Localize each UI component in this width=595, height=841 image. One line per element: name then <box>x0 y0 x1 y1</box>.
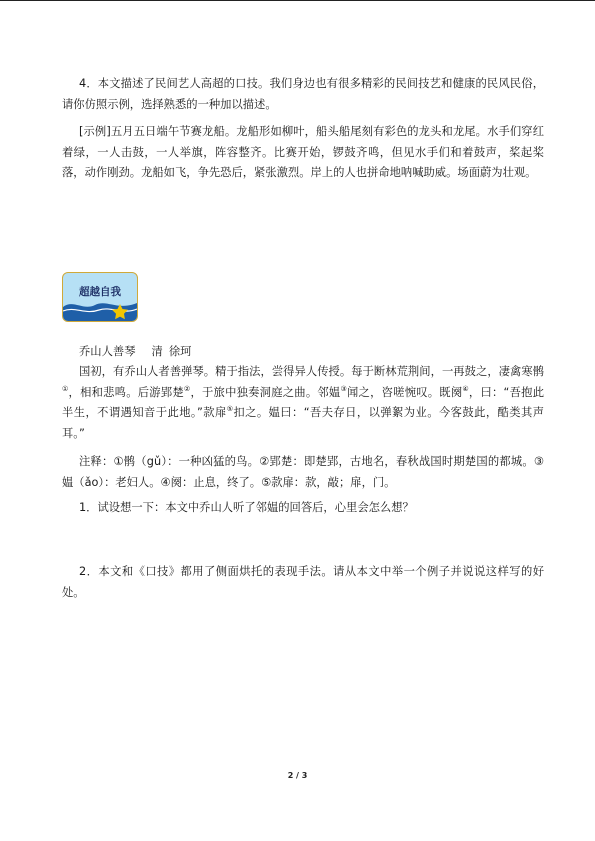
passage-text: ，于旅中独奏洞庭之曲。邻媪 <box>190 385 341 399</box>
question-2 <box>62 562 544 603</box>
footnote-marker: ① <box>62 384 69 393</box>
annotations <box>62 452 544 493</box>
passage-text: ，相和悲鸣。后游郢楚 <box>68 385 184 399</box>
passage-text: 国初，有乔山人者善弹琴。精于指法，尝得异人传授。每于断林荒荆间，一再鼓之，凄禽寒鹘 <box>79 365 544 378</box>
question-1 <box>62 498 544 519</box>
passage-text: 闻之，咨嗟惋叹。既阕 <box>347 385 463 399</box>
reading-passage <box>62 362 544 444</box>
footnote-marker: ③ <box>340 384 347 393</box>
footnote-marker: ④ <box>462 384 469 393</box>
question-4-example <box>62 122 544 184</box>
footnote-marker: ② <box>183 384 191 393</box>
passage-text: 扣之。媪曰：“吾夫存日，以弹絮为业。今客鼓此，酷类其声耳。” <box>62 406 544 440</box>
annotations-text: 注释：①鹘（gǔ）：一种凶猛的鸟。②郢楚：即楚郢，古地名，春秋战国时期楚国的都城。③媪（ǎo）：老妇人。④阕：止息，终了。⑤款扉：款，敲；扉，门。 <box>62 455 544 489</box>
question-2-text: 2．本文和《口技》都用了侧面烘托的表现手法。请从本文中举一个例子并说说这样写的好处。 <box>62 565 544 599</box>
section-badge <box>62 272 138 322</box>
footnote-marker: ⑤ <box>226 405 234 414</box>
passage-text: ，曰：“吾抱此半生，不谓遇知音于此地。”款扉 <box>62 385 545 419</box>
question-1-text: 1．试设想一下：本文中乔山人听了邻媪的回答后，心里会怎么想？ <box>79 501 414 514</box>
page-number: 2 / 3 <box>287 771 308 780</box>
example-paragraph: [示例]五月五日端午节赛龙船。龙船形如柳叶，船头船尾刻有彩色的龙头和龙尾。水手们穿红着绿，一人击鼓，一人举旗，阵容整齐。比赛开始，锣鼓齐鸣，但见水手们和着鼓声，桨起桨落，动作刚劲。龙船如飞，争先恐后，紧张激烈。岸上的人也拼命地呐喊助威。场面蔚为壮观。 <box>62 125 544 179</box>
reading-dynasty: 清 <box>151 345 163 358</box>
reading-title: 乔山人善琴 <box>79 345 136 358</box>
badge-label: 超越自我 <box>79 286 121 298</box>
reading-author: 徐珂 <box>168 345 192 358</box>
question-4 <box>62 74 544 115</box>
question-4-prompt: 4．本文描述了民间艺人高超的口技。我们身边也有很多精彩的民间技艺和健康的民风民俗，请你仿照示例，选择熟悉的一种加以描述。 <box>62 77 544 111</box>
reading-title-line <box>62 342 544 363</box>
top-rule <box>0 0 595 1</box>
